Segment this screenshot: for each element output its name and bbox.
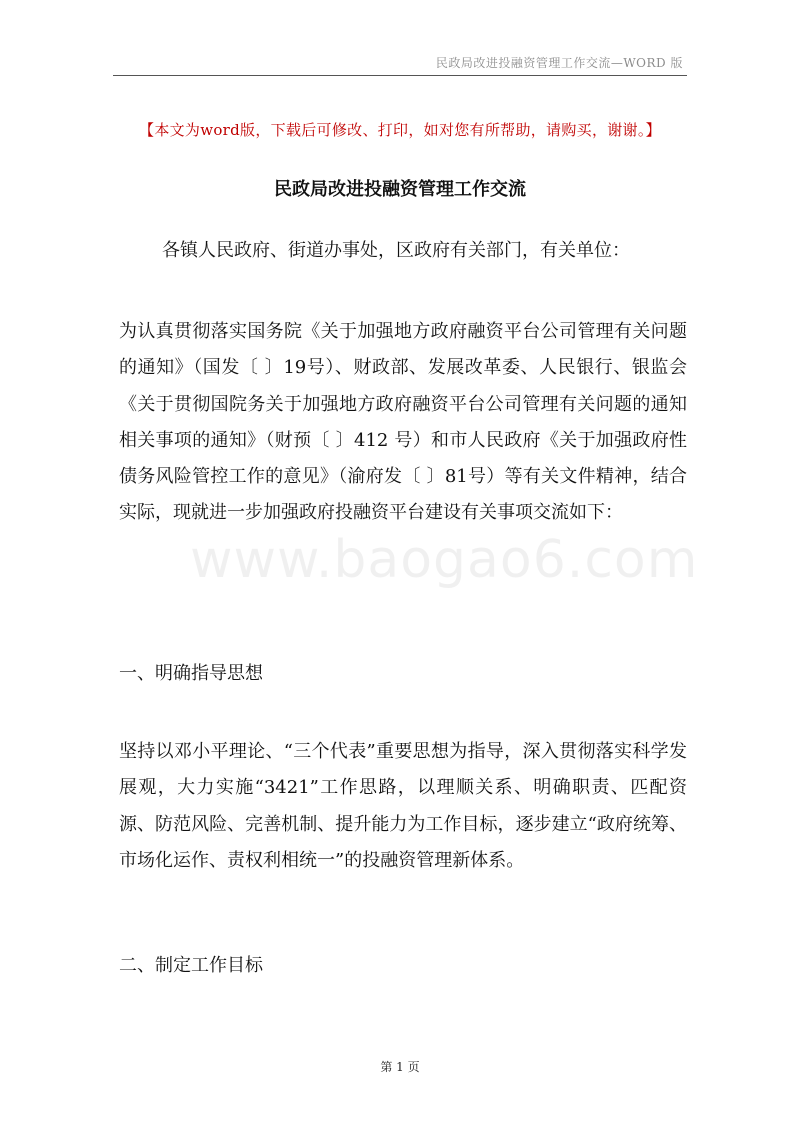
body-paragraph: 为认真贯彻落实国务院《关于加强地方政府融资平台公司管理有关问题的通知》（国发〔 〕19号）、财政部、发展改革委、人民银行、银监会《关于贯彻国院务关于加强地方政府融资平台公司管理有关问题的通知相关事项的通知》（财预〔 〕412 号）和市人民政府《关于加强政府性债务风险管控工作的意见》（渝府发〔 〕81号）等有关文件精神，结合实际，现就进一步加强政府投融资平台建设有关事项交流如下：: [119, 321, 687, 524]
section-heading: 二、制定工作目标: [119, 955, 263, 976]
watermark: www.baogao6.com: [190, 530, 699, 590]
salutation: 各镇人民政府、街道办事处，区政府有关部门，有关单位：: [162, 240, 630, 261]
section-heading: 一、明确指导思想: [119, 663, 263, 684]
document-title: 民政局改进投融资管理工作交流: [274, 179, 526, 200]
page-number: 第 1 页: [380, 1060, 420, 1074]
purchase-notice: 【本文为word版，下载后可修改、打印，如对您有所帮助，请购买，谢谢。】: [139, 121, 661, 139]
body-paragraph: 坚持以邓小平理论、“三个代表”重要思想为指导，深入贯彻落实科学发展观，大力实施“3421”工作思路，以理顺关系、明确职责、匹配资源、防范风险、完善机制、提升能力为工作目标，逐步建立“政府统筹、市场化运作、责权利相统一”的投融资管理新体系。: [119, 741, 687, 871]
running-header: 民政局改进投融资管理工作交流—WORD 版: [435, 56, 683, 70]
header-divider: [113, 75, 687, 76]
